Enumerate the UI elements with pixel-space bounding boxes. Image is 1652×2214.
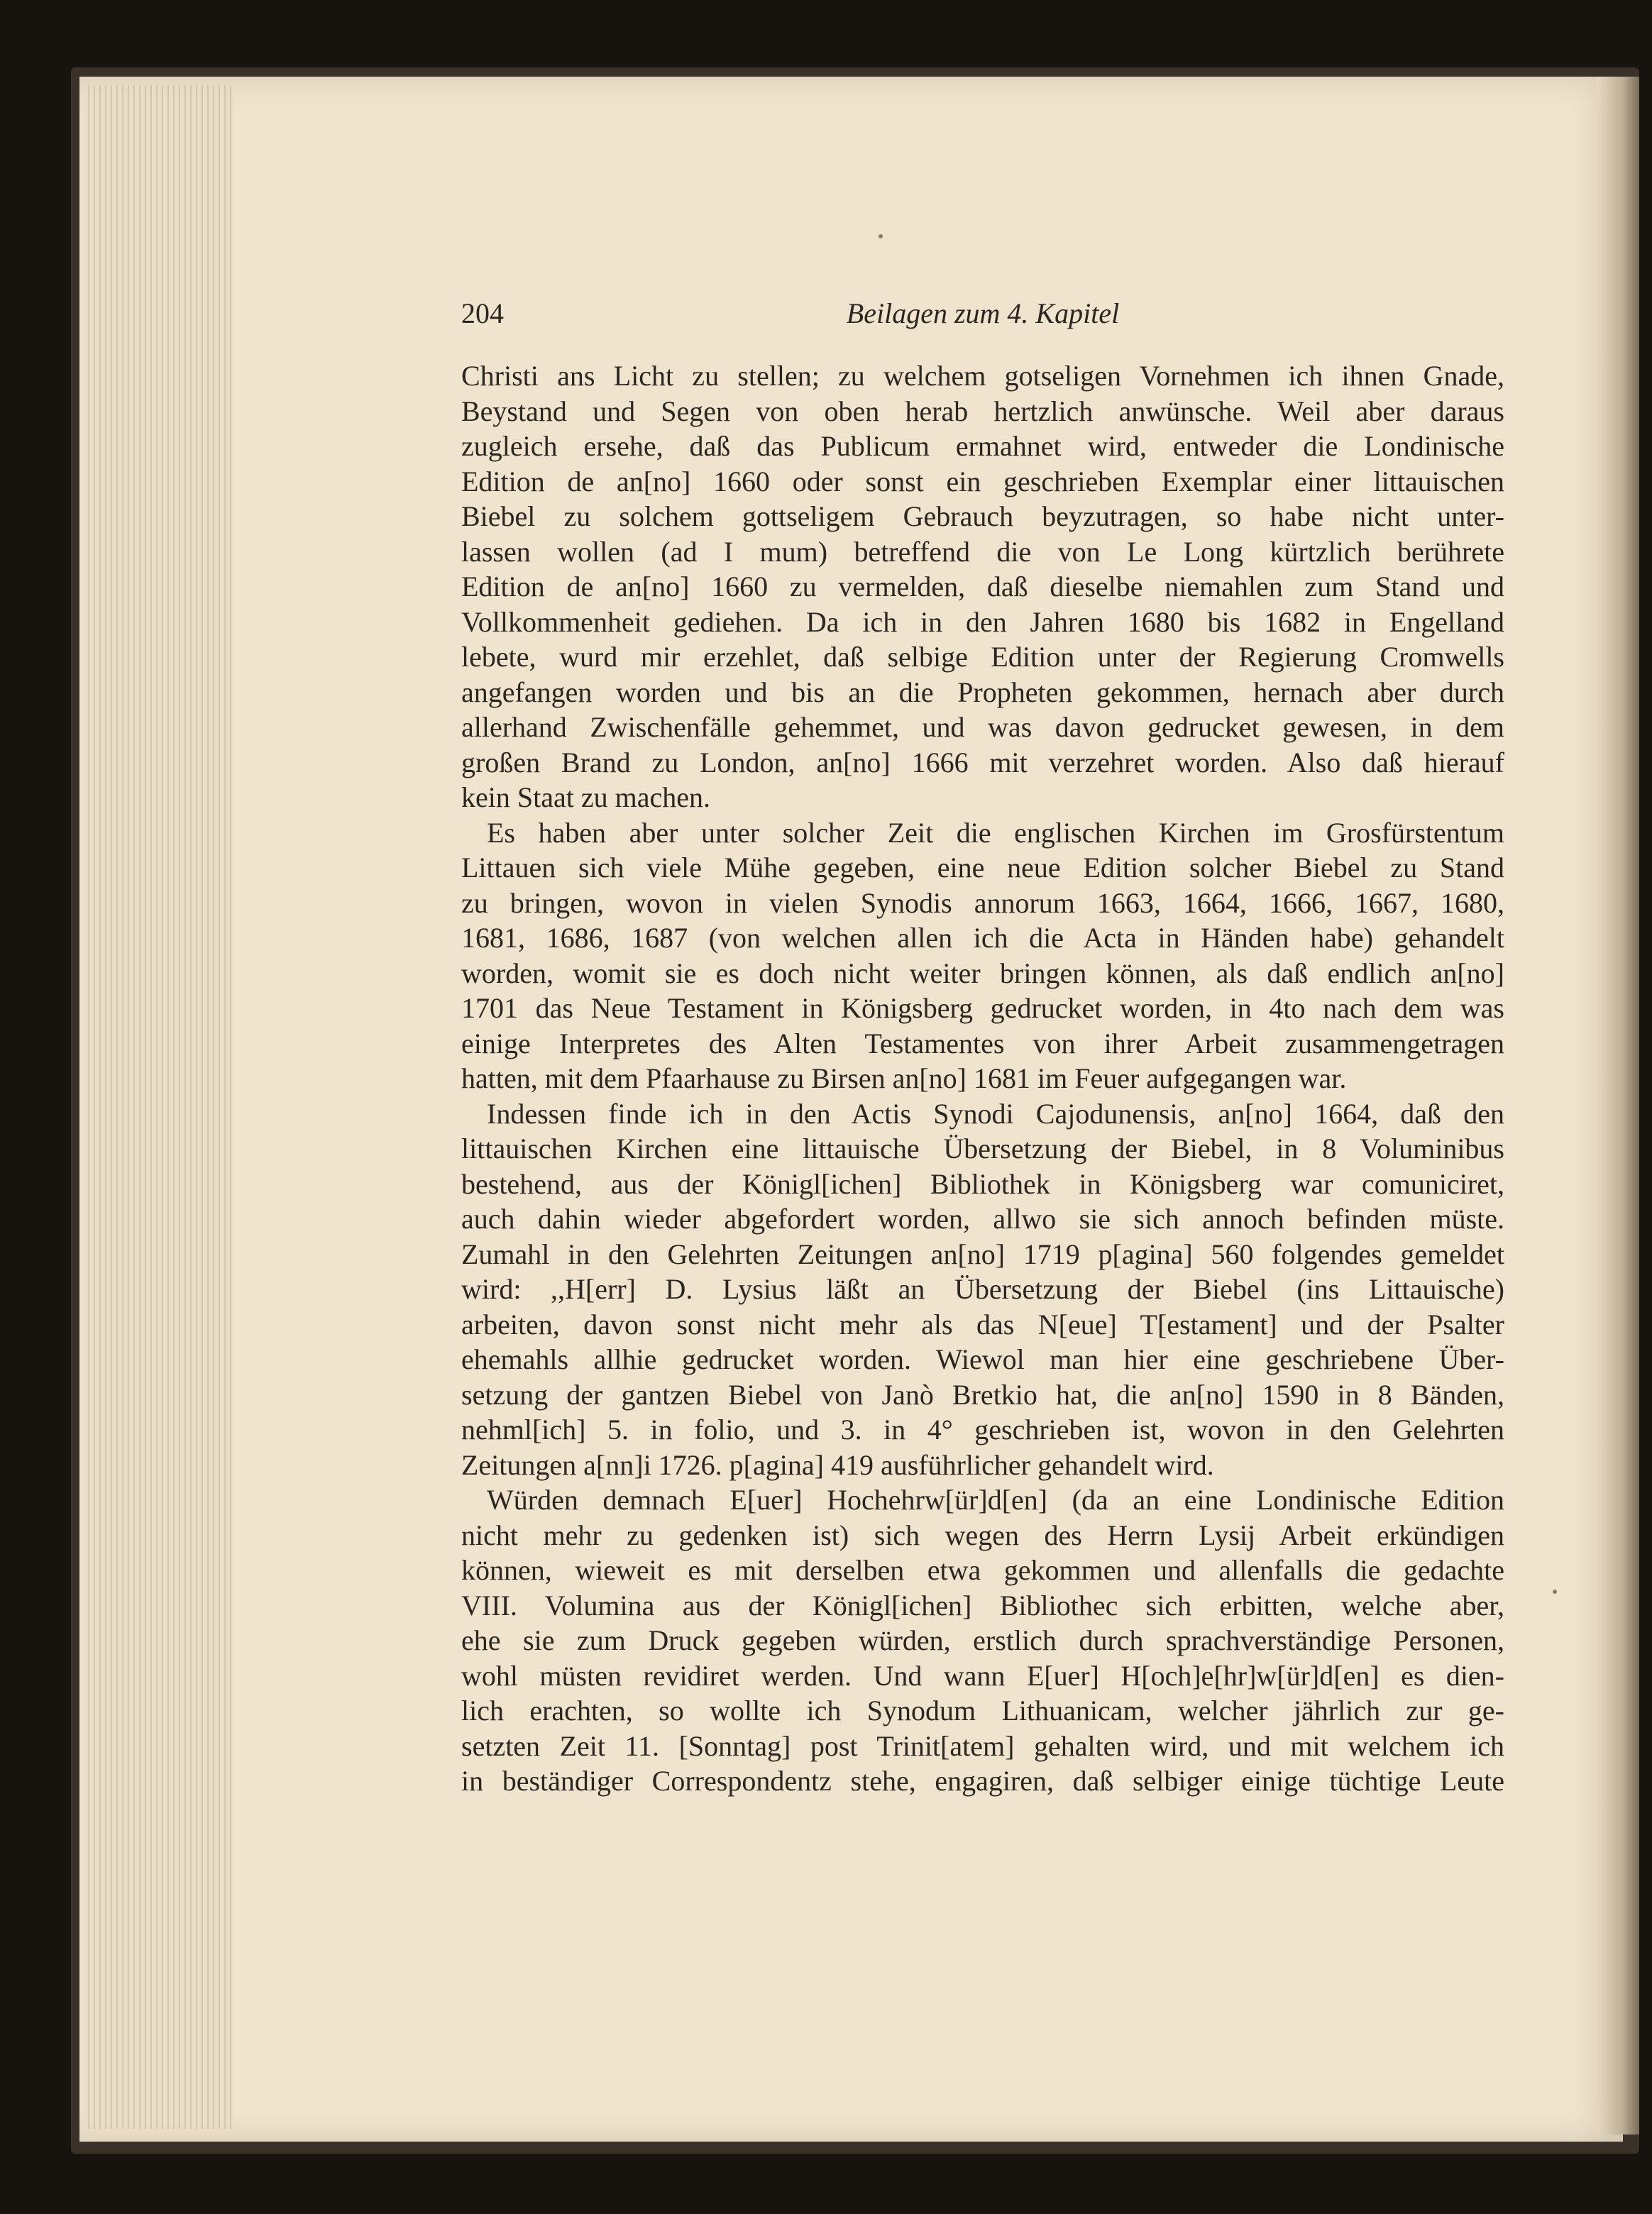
text-line: wird: ,,H[err] D. Lysius läßt an Übersetzung der Biebel (ins Littauische) [461,1273,1504,1305]
text-line: arbeiten, davon sonst nicht mehr als das N[eue] T[estament] und der Psalter [461,1308,1504,1340]
text-line: bestehend, aus der Königl[ichen] Bibliothek in Königsberg war comuniciret, [461,1167,1504,1200]
text-line: Biebel zu solchem gottseligem Gebrauch beyzutragen, so habe nicht unter- [461,500,1504,532]
text-line: Es haben aber unter solcher Zeit die englischen Kirchen im Grosfürstentum [487,816,1504,849]
text-line: Indessen finde ich in den Actis Synodi Cajodunensis, an[no] 1664, daß den [487,1097,1504,1130]
running-title: Beilagen zum 4. Kapitel [846,297,1120,329]
text-line: Christi ans Licht zu stellen; zu welchem gotseligen Vornehmen ich ihnen Gnade, [461,360,1504,392]
text-line: Zeitungen a[nn]i 1726. p[agina] 419 ausführlicher gehandelt wird. [461,1448,1214,1481]
text-line: lich erachten, so wollte ich Synodum Lithuanicam, welcher jährlich zur ge- [461,1695,1504,1726]
text-line: können, wieweit es mit derselben etwa gekommen und allenfalls die gedachte [461,1554,1504,1586]
text-line: lebete, wurd mir erzehlet, daß selbige Edition unter der Regierung Cromwells [461,641,1504,673]
text-line: 1701 das Neue Testament in Königsberg gedrucket worden, in 4to nach dem was [461,992,1504,1024]
text-line: großen Brand zu London, an[no] 1666 mit verzehret worden. Also daß hierauf [461,746,1504,778]
text-line: zugleich ersehe, daß das Publicum ermahnet wird, entweder die Londinische [461,430,1504,462]
text-line: zu bringen, wovon in vielen Synodis annorum 1663, 1664, 1666, 1667, 1680, [461,886,1504,919]
page-edges [84,85,233,2129]
text-line: nicht mehr zu gedenken ist) sich wegen des Herrn Lysij Arbeit erkündigen [461,1519,1504,1551]
text-line: setzung der gantzen Biebel von Janò Bretkio hat, die an[no] 1590 in 8 Bänden, [461,1378,1504,1411]
text-line: worden, womit sie es doch nicht weiter bringen können, als daß endlich an[no] [461,957,1504,989]
text-line: wohl müsten revidiret werden. Und wann E[uer] H[och]e[hr]w[ür]d[en] es dien- [461,1659,1504,1692]
text-line: hatten, mit dem Pfaarhause zu Birsen an[no] 1681 im Feuer aufgegangen war. [461,1062,1347,1094]
text-line: Würden demnach E[uer] Hochehrw[ür]d[en] (da an eine Londinische Edition [487,1484,1504,1516]
text-line: auch dahin wieder abgefordert worden, allwo sie sich annoch befinden müste. [461,1203,1504,1235]
body-text [461,358,1504,1799]
text-line: kein Staat zu machen. [461,781,710,813]
text-line: einige Interpretes des Alten Testamentes von ihrer Arbeit zusammengetragen [461,1027,1504,1059]
text-line: Beystand und Segen von oben herab hertzlich anwünsche. Weil aber daraus [461,395,1504,427]
text-line: lassen wollen (ad I mum) betreffend die von Le Long kürtzlich berührete [461,535,1504,568]
text-line: Edition de an[no] 1660 oder sonst ein geschrieben Exemplar einer littauischen [461,465,1504,497]
page-number: 204 [461,297,504,329]
text-line: Littauen sich viele Mühe gegeben, eine neue Edition solcher Biebel zu Stand [461,852,1504,883]
text-line: angefangen worden und bis an die Propheten gekommen, hernach aber durch [461,676,1504,708]
text-line: setzten Zeit 11. [Sonntag] post Trinit[atem] gehalten wird, und mit welchem ich [461,1729,1504,1762]
paper-speck [1553,1590,1557,1594]
text-line: allerhand Zwischenfälle gehemmet, und was davon gedrucket gewesen, in dem [461,711,1504,743]
text-line: littauischen Kirchen eine littauische Übersetzung der Biebel, in 8 Voluminibus [461,1133,1504,1164]
text-line: Vollkommenheit gediehen. Da ich in den Jahren 1680 bis 1682 in Engelland [461,605,1504,638]
text-line: ehemahls allhie gedrucket worden. Wiewol man hier eine geschriebene Über- [461,1343,1504,1375]
text-line: nehml[ich] 5. in folio, und 3. in 4° geschrieben ist, wovon in den Gelehrten [461,1414,1504,1445]
text-line: Edition de an[no] 1660 zu vermelden, daß dieselbe niemahlen zum Stand und [461,571,1504,602]
text-line: ehe sie zum Druck gegeben würden, erstlich durch sprachverständige Personen, [461,1624,1504,1656]
paper-speck [879,234,883,238]
text-line: VIII. Volumina aus der Königl[ichen] Bibliothec sich erbitten, welche aber, [461,1589,1504,1621]
text-line: Zumahl in den Gelehrten Zeitungen an[no] 1719 p[agina] 560 folgendes gemeldet [461,1238,1504,1270]
text-line: in beständiger Correspondentz stehe, engagiren, daß selbiger einige tüchtige Leute [461,1765,1504,1797]
page-header [461,297,1504,339]
text-line: 1681, 1686, 1687 (von welchen allen ich die Acta in Händen habe) gehandelt [461,922,1504,954]
book-spine-edge [1597,77,1639,2135]
